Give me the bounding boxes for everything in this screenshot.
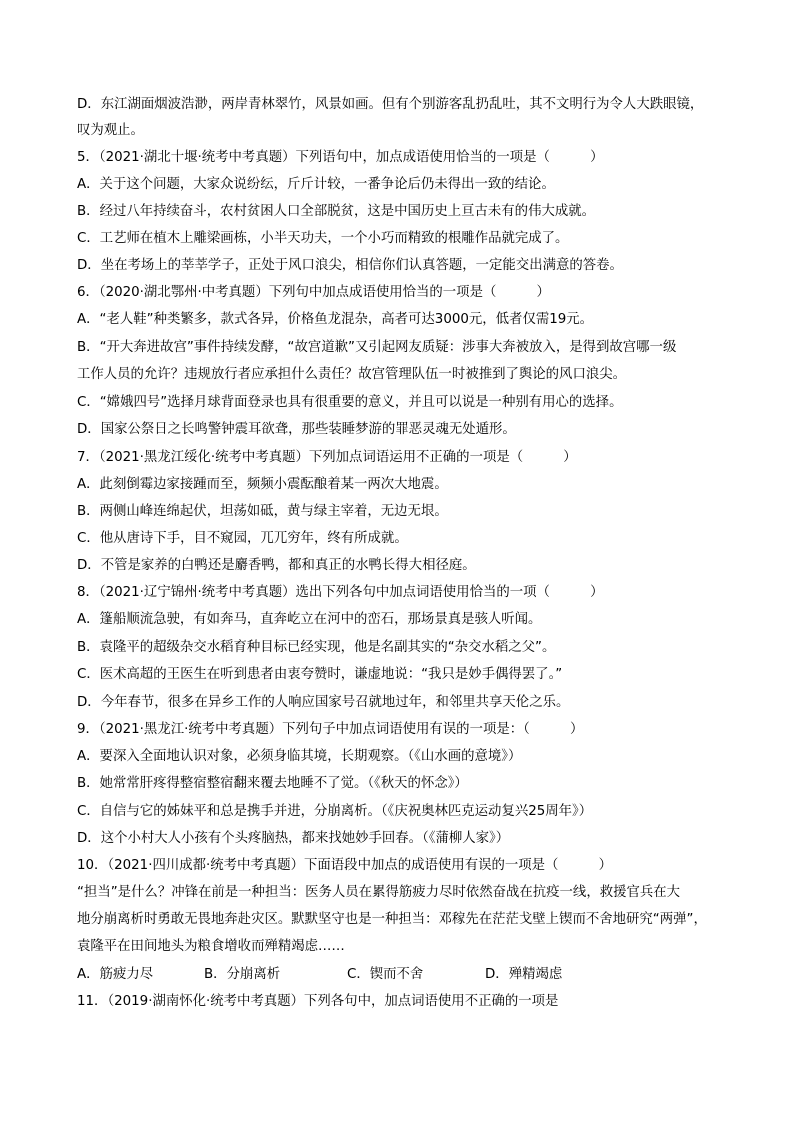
q7-option-a: A．此刻倒霉边家接踵而至，频频小震酝酿着某一两次大地震。: [77, 477, 448, 492]
q10-option-c: C．锲而不舍: [347, 967, 424, 982]
q9-option-a: A．要深入全面地认识对象，必须身临其境，长期观察。（《山水画的意境》）: [77, 749, 522, 764]
q7-stem: 7．（2021·黑龙江绥化·统考中考真题）下列加点词语运用不正确的一项是（ ）: [77, 450, 577, 465]
q8-option-b: B．袁隆平的超级杂交水稻育种目标已经实现，他是名副其实的“杂交水稻之父”。: [77, 640, 556, 655]
q10-passage-line1: “担当”是什么？冲锋在前是一种担当：医务人员在累得筋疲力尽时依然奋战在抗疫一线，救援官兵在大: [77, 885, 681, 900]
q10-passage-line3: 袁隆平在田间地头为粮食增收而殚精竭虑……: [77, 939, 345, 954]
q10-option-a: A．筋疲力尽: [77, 967, 154, 982]
q10-stem: 10．（2021·四川成都·统考中考真题）下面语段中加点的成语使用有误的一项是（ ）: [77, 858, 612, 873]
q8-option-a: A．篷船顺流急驶，有如奔马，直奔屹立在河中的峦石，那场景真是骇人听闻。: [77, 612, 542, 627]
q7-option-b: B．两侧山峰连绵起伏，坦荡如砥，黄与绿主宰着，无边无垠。: [77, 504, 448, 519]
q8-stem: 8．（2021·辽宁锦州·统考中考真题）选出下列各句中加点词语使用恰当的一项（ ）: [77, 585, 604, 600]
q5-stem: 5．（2021·湖北十堰·统考中考真题）下列语句中，加点成语使用恰当的一项是（ ）: [77, 150, 604, 165]
q6-option-d: D．国家公祭日之长鸣警钟震耳欲聋，那些装睡梦游的罪恶灵魂无处遁形。: [77, 422, 516, 437]
q7-option-d: D．不管是家养的白鸭还是麝香鸭，都和真正的水鸭长得大相径庭。: [77, 558, 476, 573]
q6-option-b-line1: B．“开大奔进故宫”事件持续发酵，“故宫道歉”又引起网友质疑：涉事大奔被放入，是得到故宫哪一级: [77, 340, 677, 355]
q10-options-row: [77, 966, 754, 984]
q7-option-c: C．他从唐诗下手，目不窥园，兀兀穷年，终有所成就。: [77, 531, 408, 546]
q6-option-a: A．“老人鞋”种类繁多，款式各异，价格鱼龙混杂，高者可达3000元，低者仅需19元。: [77, 312, 594, 327]
q9-stem: 9．（2021·黑龙江·统考中考真题）下列句子中加点词语使用有误的一项是：（ ）: [77, 722, 584, 737]
q9-option-d: D．这个小村大人小孩有个头疼脑热，都来找她妙手回春。（《蒲柳人家》）: [77, 831, 510, 846]
q5-option-a: A．关于这个问题，大家众说纷纭，斤斤计较，一番争论后仍未得出一致的结论。: [77, 177, 555, 192]
q5-option-c: C．工艺师在植木上雕梁画栋，小半天功夫，一个小巧而精致的根雕作品就完成了。: [77, 231, 569, 246]
q10-passage-line2: 地分崩离析时勇敢无畏地奔赴灾区。默默坚守也是一种担当：邓稼先在茫茫戈壁上锲而不舍地研究“两弹”，: [77, 912, 707, 927]
q9-option-b: B．她常常肝疼得整宿整宿翻来覆去地睡不了觉。（《秋天的怀念》）: [77, 776, 468, 791]
q8-option-c: C．医术高超的王医生在听到患者由衷夸赞时，谦虚地说：“我只是妙手偶得罢了。”: [77, 667, 563, 682]
q5-option-b: B．经过八年持续奋斗，农村贫困人口全部脱贫，这是中国历史上亘古未有的伟大成就。: [77, 204, 596, 219]
q10-option-d: D．殚精竭虑: [485, 967, 563, 982]
q4-option-d-line2: 叹为观止。: [77, 123, 144, 138]
q6-option-c: C．“嫦娥四号”选择月球背面登录也具有很重要的意义，并且可以说是一种别有用心的选择。: [77, 395, 623, 410]
q9-option-c: C．自信与它的姊妹平和总是携手并进，分崩离析。（《庆祝奥林匹克运动复兴25周年》）: [77, 804, 593, 819]
q4-option-d-line1: D．东江湖面烟波浩渺，两岸青林翠竹，风景如画。但有个别游客乱扔乱吐，其不文明行为令人大跌眼镜，: [77, 97, 704, 112]
q10-option-b: B．分崩离析: [204, 967, 281, 982]
q8-option-d: D．今年春节，很多在异乡工作的人响应国家号召就地过年，和邻里共享天伦之乐。: [77, 695, 570, 710]
q5-option-d: D．坐在考场上的莘莘学子，正处于风口浪尖，相信你们认真答题，一定能交出满意的答卷。: [77, 258, 623, 273]
q11-stem: 11．（2019·湖南怀化·统考中考真题）下列各句中，加点词语使用不正确的一项是: [77, 994, 559, 1009]
q6-option-b-line2: 工作人员的允许？违规放行者应承担什么责任？故宫管理队伍一时被推到了舆论的风口浪尖。: [77, 367, 627, 382]
q6-stem: 6．（2020·湖北鄂州·中考真题）下列句中加点成语使用恰当的一项是（ ）: [77, 285, 550, 300]
